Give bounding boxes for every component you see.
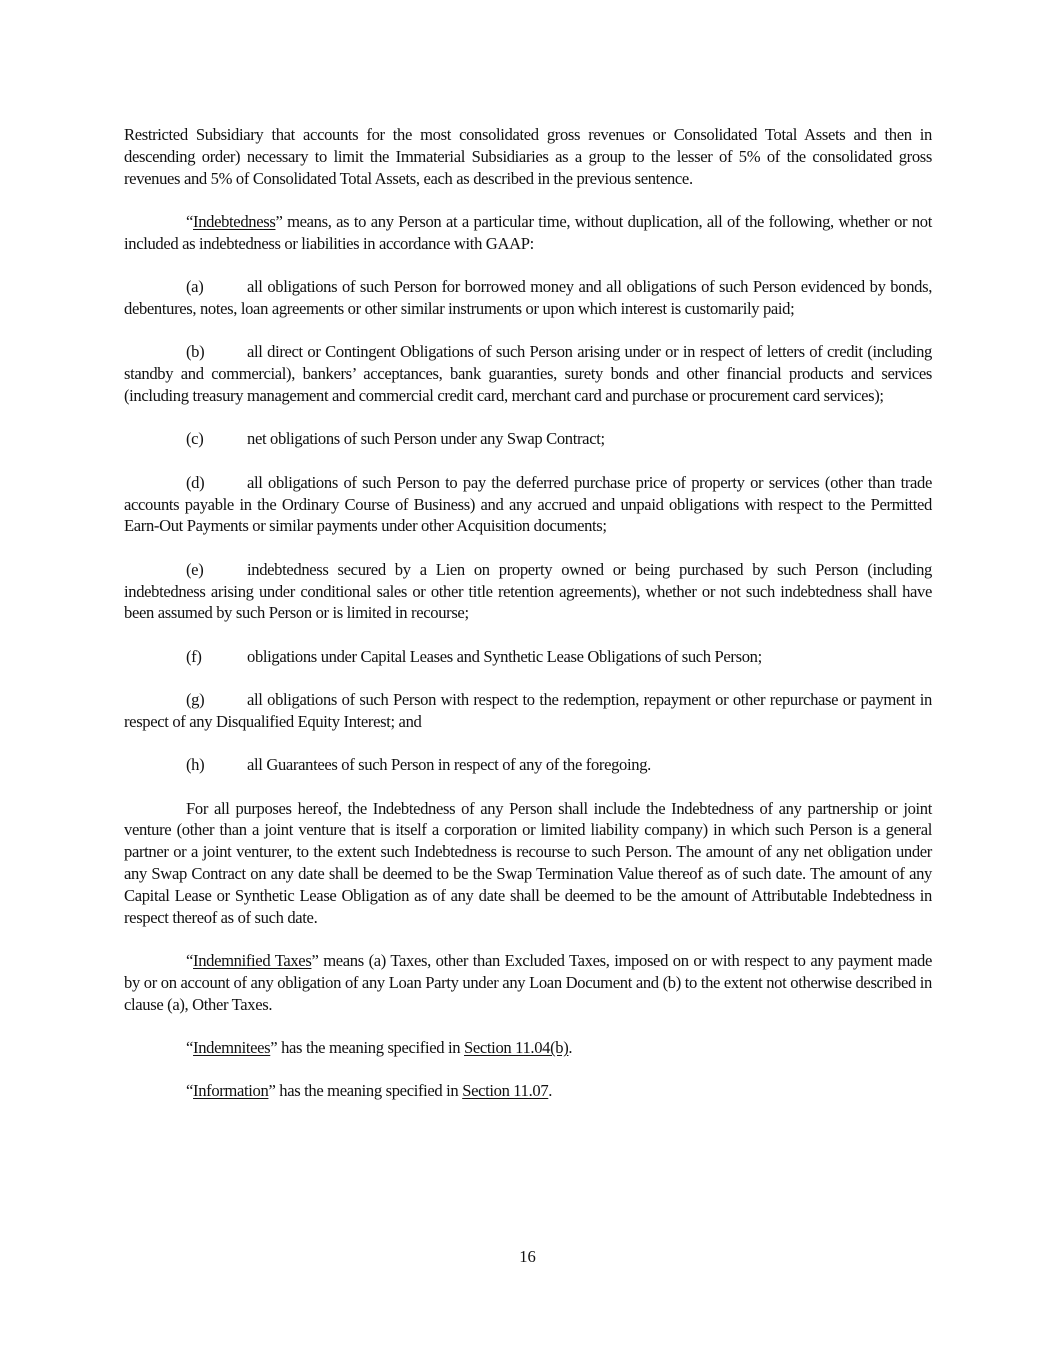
list-item-g (124, 689, 932, 733)
item-text: all direct or Contingent Obligations of such Person arising under or in respect of letters of credit (including standby and commercial), bankers’ acceptances, bank guaranties, surety bonds and other financial products and services (including treasury management and commercial credit card, merchant card and purchase or procurement card services); (124, 342, 932, 405)
item-text: all Guarantees of such Person in respect of any of the foregoing. (247, 755, 651, 775)
definition-indebtedness (124, 211, 932, 255)
open-quote: “ (186, 951, 194, 971)
item-text: all obligations of such Person for borrowed money and all obligations of such Person evidenced by bonds, debentures, notes, loan agreements or other similar instruments or upon which interest is customarily paid; (124, 277, 932, 318)
definition-text: ” has the meaning specified in (270, 1038, 465, 1058)
list-item-c (124, 428, 932, 450)
defined-term-indemnitees: Indemnitees (193, 1038, 271, 1058)
list-item-b (124, 341, 932, 406)
list-item-f (124, 646, 932, 668)
item-text: obligations under Capital Leases and Synthetic Lease Obligations of such Person; (247, 646, 762, 666)
definition-text: ” means (a) Taxes, other than Excluded Taxes, imposed on or with respect to any payment made by or on account of any obligation of any Loan Party under any Loan Document and (b) to the extent not otherwise described in clause (a), Other Taxes. (124, 951, 932, 1014)
document-page (124, 124, 932, 1124)
definition-indemnitees (124, 1037, 932, 1059)
item-label: (c) (186, 429, 204, 449)
item-label: (h) (186, 755, 205, 775)
definition-end: . (568, 1038, 573, 1058)
list-item-h (124, 754, 932, 776)
item-label: (b) (186, 342, 205, 362)
section-reference-link[interactable]: Section 11.07 (462, 1081, 549, 1101)
item-label: (f) (186, 646, 202, 666)
item-text: all obligations of such Person with respect to the redemption, repayment or other repurchase or payment in respect of any Disqualified Equity Interest; and (124, 690, 932, 731)
list-item-d (124, 472, 932, 537)
opening-paragraph: Restricted Subsidiary that accounts for the most consolidated gross revenues or Consolidated Total Assets and then in descending order) necessary to limit the Immaterial Subsidiaries as a group to the lesser of 5% of the consolidated gross revenues and 5% of Consolidated Total Assets, each as described in the previous sentence. (124, 125, 932, 188)
defined-term-indemnified-taxes: Indemnified Taxes (193, 951, 312, 971)
open-quote: “ (186, 1081, 194, 1101)
item-text: net obligations of such Person under any Swap Contract; (247, 429, 605, 449)
item-label: (g) (186, 690, 205, 710)
defined-term-indebtedness: Indebtedness (193, 211, 276, 231)
section-reference-link[interactable]: Section 11.04(b) (464, 1038, 569, 1058)
item-text: all obligations of such Person to pay the deferred purchase price of property or services (other than trade accounts payable in the Ordinary Course of Business) and any accrued and unpaid obligations with respect to the Permitted Earn-Out Payments or similar payments under other Acquisition documents; (124, 472, 932, 536)
open-quote: “ (186, 1038, 194, 1058)
list-item-a (124, 276, 932, 320)
definition-text: ” means, as to any Person at a particular time, without duplication, all of the following, whether or not included as indebtedness or liabilities in accordance with GAAP: (124, 211, 932, 253)
definition-indemnified-taxes (124, 950, 932, 1015)
item-label: (a) (186, 277, 204, 297)
definition-text: ” has the meaning specified in (268, 1081, 463, 1101)
definition-end: . (548, 1081, 553, 1101)
item-label: (d) (186, 472, 205, 492)
list-item-e (124, 559, 932, 624)
indebtedness-closing-paragraph: For all purposes hereof, the Indebtedness of any Person shall include the Indebtedness of any partnership or joint venture (other than a joint venture that is itself a corporation or limited liability company) in which such Person is a general partner or a joint venturer, to the extent such Indebtedness is recourse to such Person. The amount of any net obligation under any Swap Contract on any date shall be deemed to be the Swap Termination Value thereof as of such date. The amount of any Capital Lease or Synthetic Lease Obligation as of any date shall be deemed to be the amount of Attributable Indebtedness in respect thereof as of such date. (124, 798, 932, 927)
definition-information (124, 1080, 932, 1102)
item-label: (e) (186, 559, 204, 579)
defined-term-information: Information (193, 1081, 269, 1101)
open-quote: “ (186, 211, 194, 231)
page-number: 16 (519, 1247, 536, 1266)
item-text: indebtedness secured by a Lien on property owned or being purchased by such Person (including indebtedness arising under conditional sales or other title retention agreements), whether or not such indebtedness shall have been assumed by such Person or is limited in recourse; (124, 559, 932, 623)
